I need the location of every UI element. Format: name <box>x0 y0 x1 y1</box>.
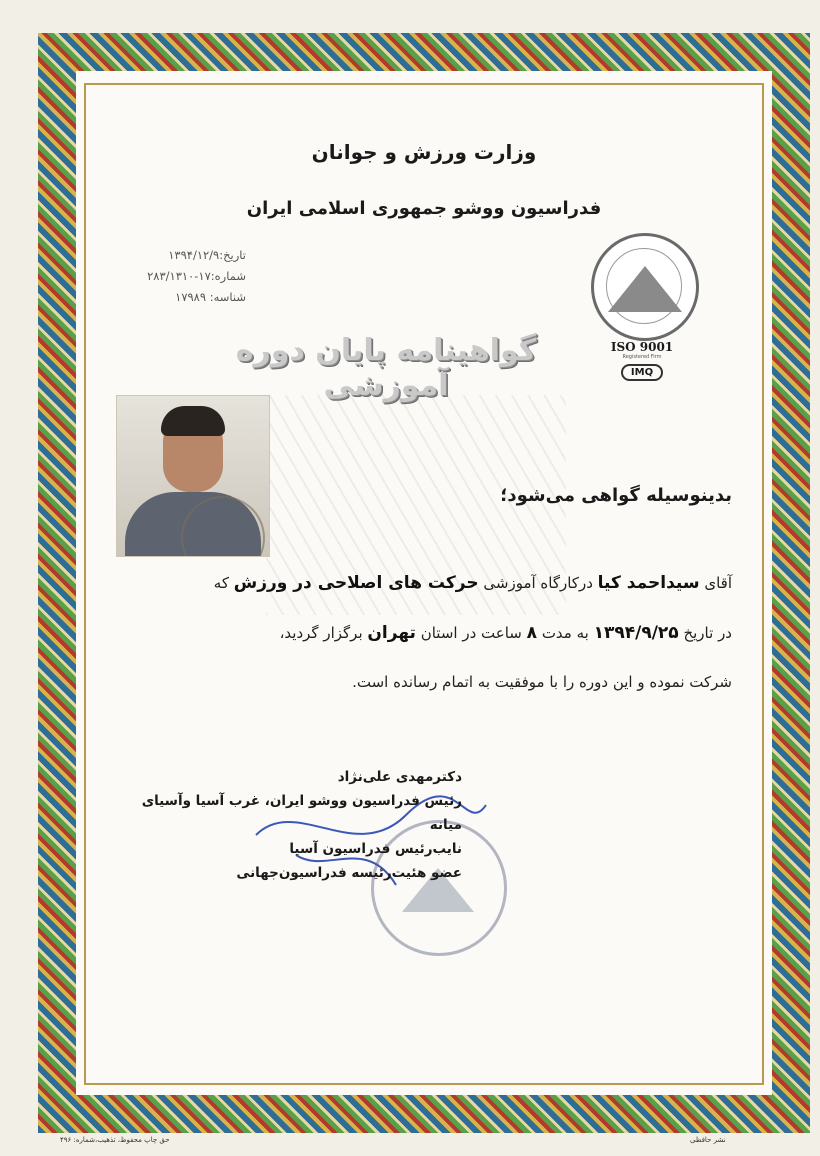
body-line-3: شرکت نموده و این دوره را با موفقیت به اتمام رسانده است. <box>352 673 732 691</box>
footer-publisher: نشر حافظی <box>690 1136 726 1144</box>
signature-block <box>122 765 462 885</box>
federation-title: فدراسیون ووشو جمهوری اسلامی ایران <box>246 198 602 219</box>
iso-subtitle: Registered Firm <box>622 354 662 360</box>
meta-date: تاریخ:۱۳۹۴/۱۲/۹ <box>168 248 246 262</box>
signer-title-3: عضو هئیت‌رئیسه فدراسیون‌جهانی <box>236 865 462 881</box>
ministry-title: وزارت ورزش و جوانان <box>311 140 537 164</box>
recipient-name: سیداحمد کیا <box>597 573 700 593</box>
certificate-title: گواهینامه پایان دوره آموزشی <box>235 333 537 403</box>
signer-name: دکترمهدی علی‌نژاد <box>337 769 462 785</box>
mountain-icon <box>608 266 682 312</box>
federation-logo <box>591 233 699 341</box>
course-name: حرکت های اصلاحی در ورزش <box>233 573 479 593</box>
document-meta <box>116 245 246 308</box>
signer-title-1: رئیس فدراسیون ووشو ایران، غرب آسیا وآسیای میانه <box>141 793 462 833</box>
signer-title-2: نایب‌رئیس فدراسیون آسیا <box>289 841 462 857</box>
recipient-photo <box>116 395 270 557</box>
meta-id: شناسه: ۱۷۹۸۹ <box>175 290 246 304</box>
iso-badge <box>596 340 688 381</box>
course-date: ۱۳۹۴/۹/۲۵ <box>593 623 679 643</box>
certificate-body <box>86 85 762 1083</box>
body-line-2: در تاریخ ۱۳۹۴/۹/۲۵ به مدت ۸ ساعت در استان تهران برگزار گردید، <box>279 623 732 643</box>
body-line-1: آقای سیداحمد کیا درکارگاه آموزشی حرکت های اصلاحی در ورزش که <box>213 573 732 593</box>
footer-copyright: حق چاپ محفوظ، تذهیب،شماره: ۴۹۶ <box>60 1136 170 1144</box>
imq-badge: IMQ <box>621 364 663 381</box>
meta-number: شماره:۱۷-۲۸۳/۱۳۱۰ <box>147 269 246 283</box>
course-province: تهران <box>367 623 416 643</box>
iso-title: ISO 9001 <box>610 340 674 354</box>
course-hours: ۸ <box>526 623 538 643</box>
certify-statement: بدینوسیله گواهی می‌شود؛ <box>500 485 732 506</box>
